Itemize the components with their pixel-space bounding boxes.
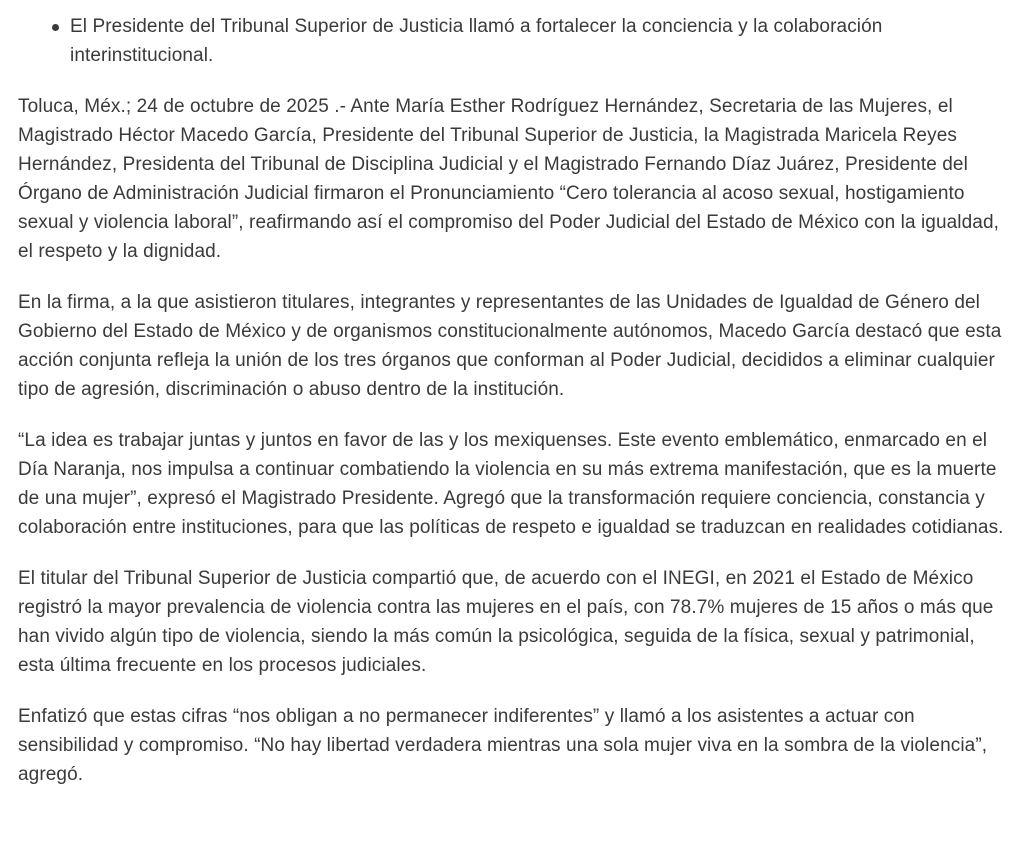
article-paragraph: En la firma, a la que asistieron titulares, integrantes y representantes de las Unidades de Igualdad de Género del Gobierno del Estado de México y de organismos constitucionalmente autónomos, Macedo García destacó que esta acción conjunta refleja la unión de los tres órganos que conforman al Poder Judicial, decididos a eliminar cualquier tipo de agresión, discriminación o abuso dentro de la institución. bbox=[18, 292, 1002, 400]
bullet-dot-icon bbox=[52, 24, 59, 31]
article-paragraph: El titular del Tribunal Superior de Justicia compartió que, de acuerdo con el INEGI, en 2021 el Estado de México registró la mayor prevalencia de violencia contra las mujeres en el país, con 78.7% mujeres de 15 años o más que han vivido algún tipo de violencia, siendo la más común la psicológica, seguida de la física, sexual y patrimonial, esta última frecuente en los procesos judiciales. bbox=[18, 568, 994, 676]
article-paragraph: “La idea es trabajar juntas y juntos en favor de las y los mexiquenses. Este evento emblemático, enmarcado en el Día Naranja, nos impulsa a continuar combatiendo la violencia en su más extrema manifestación, que es la muerte de una mujer”, expresó el Magistrado Presidente. Agregó que la transformación requiere conciencia, constancia y colaboración entre instituciones, para que las políticas de respeto e igualdad se traduzcan en realidades cotidianas. bbox=[18, 430, 1004, 538]
article-paragraph: Enfatizó que estas cifras “nos obligan a no permanecer indiferentes” y llamó a los asistentes a actuar con sensibilidad y compromiso. “No hay libertad verdadera mientras una sola mujer viva en la sombra de la violencia”, agregó. bbox=[18, 706, 988, 785]
article-paragraph: Toluca, Méx.; 24 de octubre de 2025 .- Ante María Esther Rodríguez Hernández, Secretaria de las Mujeres, el Magistrado Héctor Macedo García, Presidente del Tribunal Superior de Justicia, la Magistrada Maricela Reyes Hernández, Presidenta del Tribunal de Disciplina Judicial y el Magistrado Fernando Díaz Juárez, Presidente del Órgano de Administración Judicial firmaron el Pronunciamiento “Cero tolerancia al acoso sexual, hostigamiento sexual y violencia laboral”, reafirmando así el compromiso del Poder Judicial del Estado de México con la igualdad, el respeto y la dignidad. bbox=[18, 96, 1000, 262]
highlight-item bbox=[70, 12, 1006, 70]
highlight-text: El Presidente del Tribunal Superior de Justicia llamó a fortalecer la conciencia y la colaboración interinstitucional. bbox=[70, 16, 883, 66]
highlights-list bbox=[18, 12, 1006, 70]
